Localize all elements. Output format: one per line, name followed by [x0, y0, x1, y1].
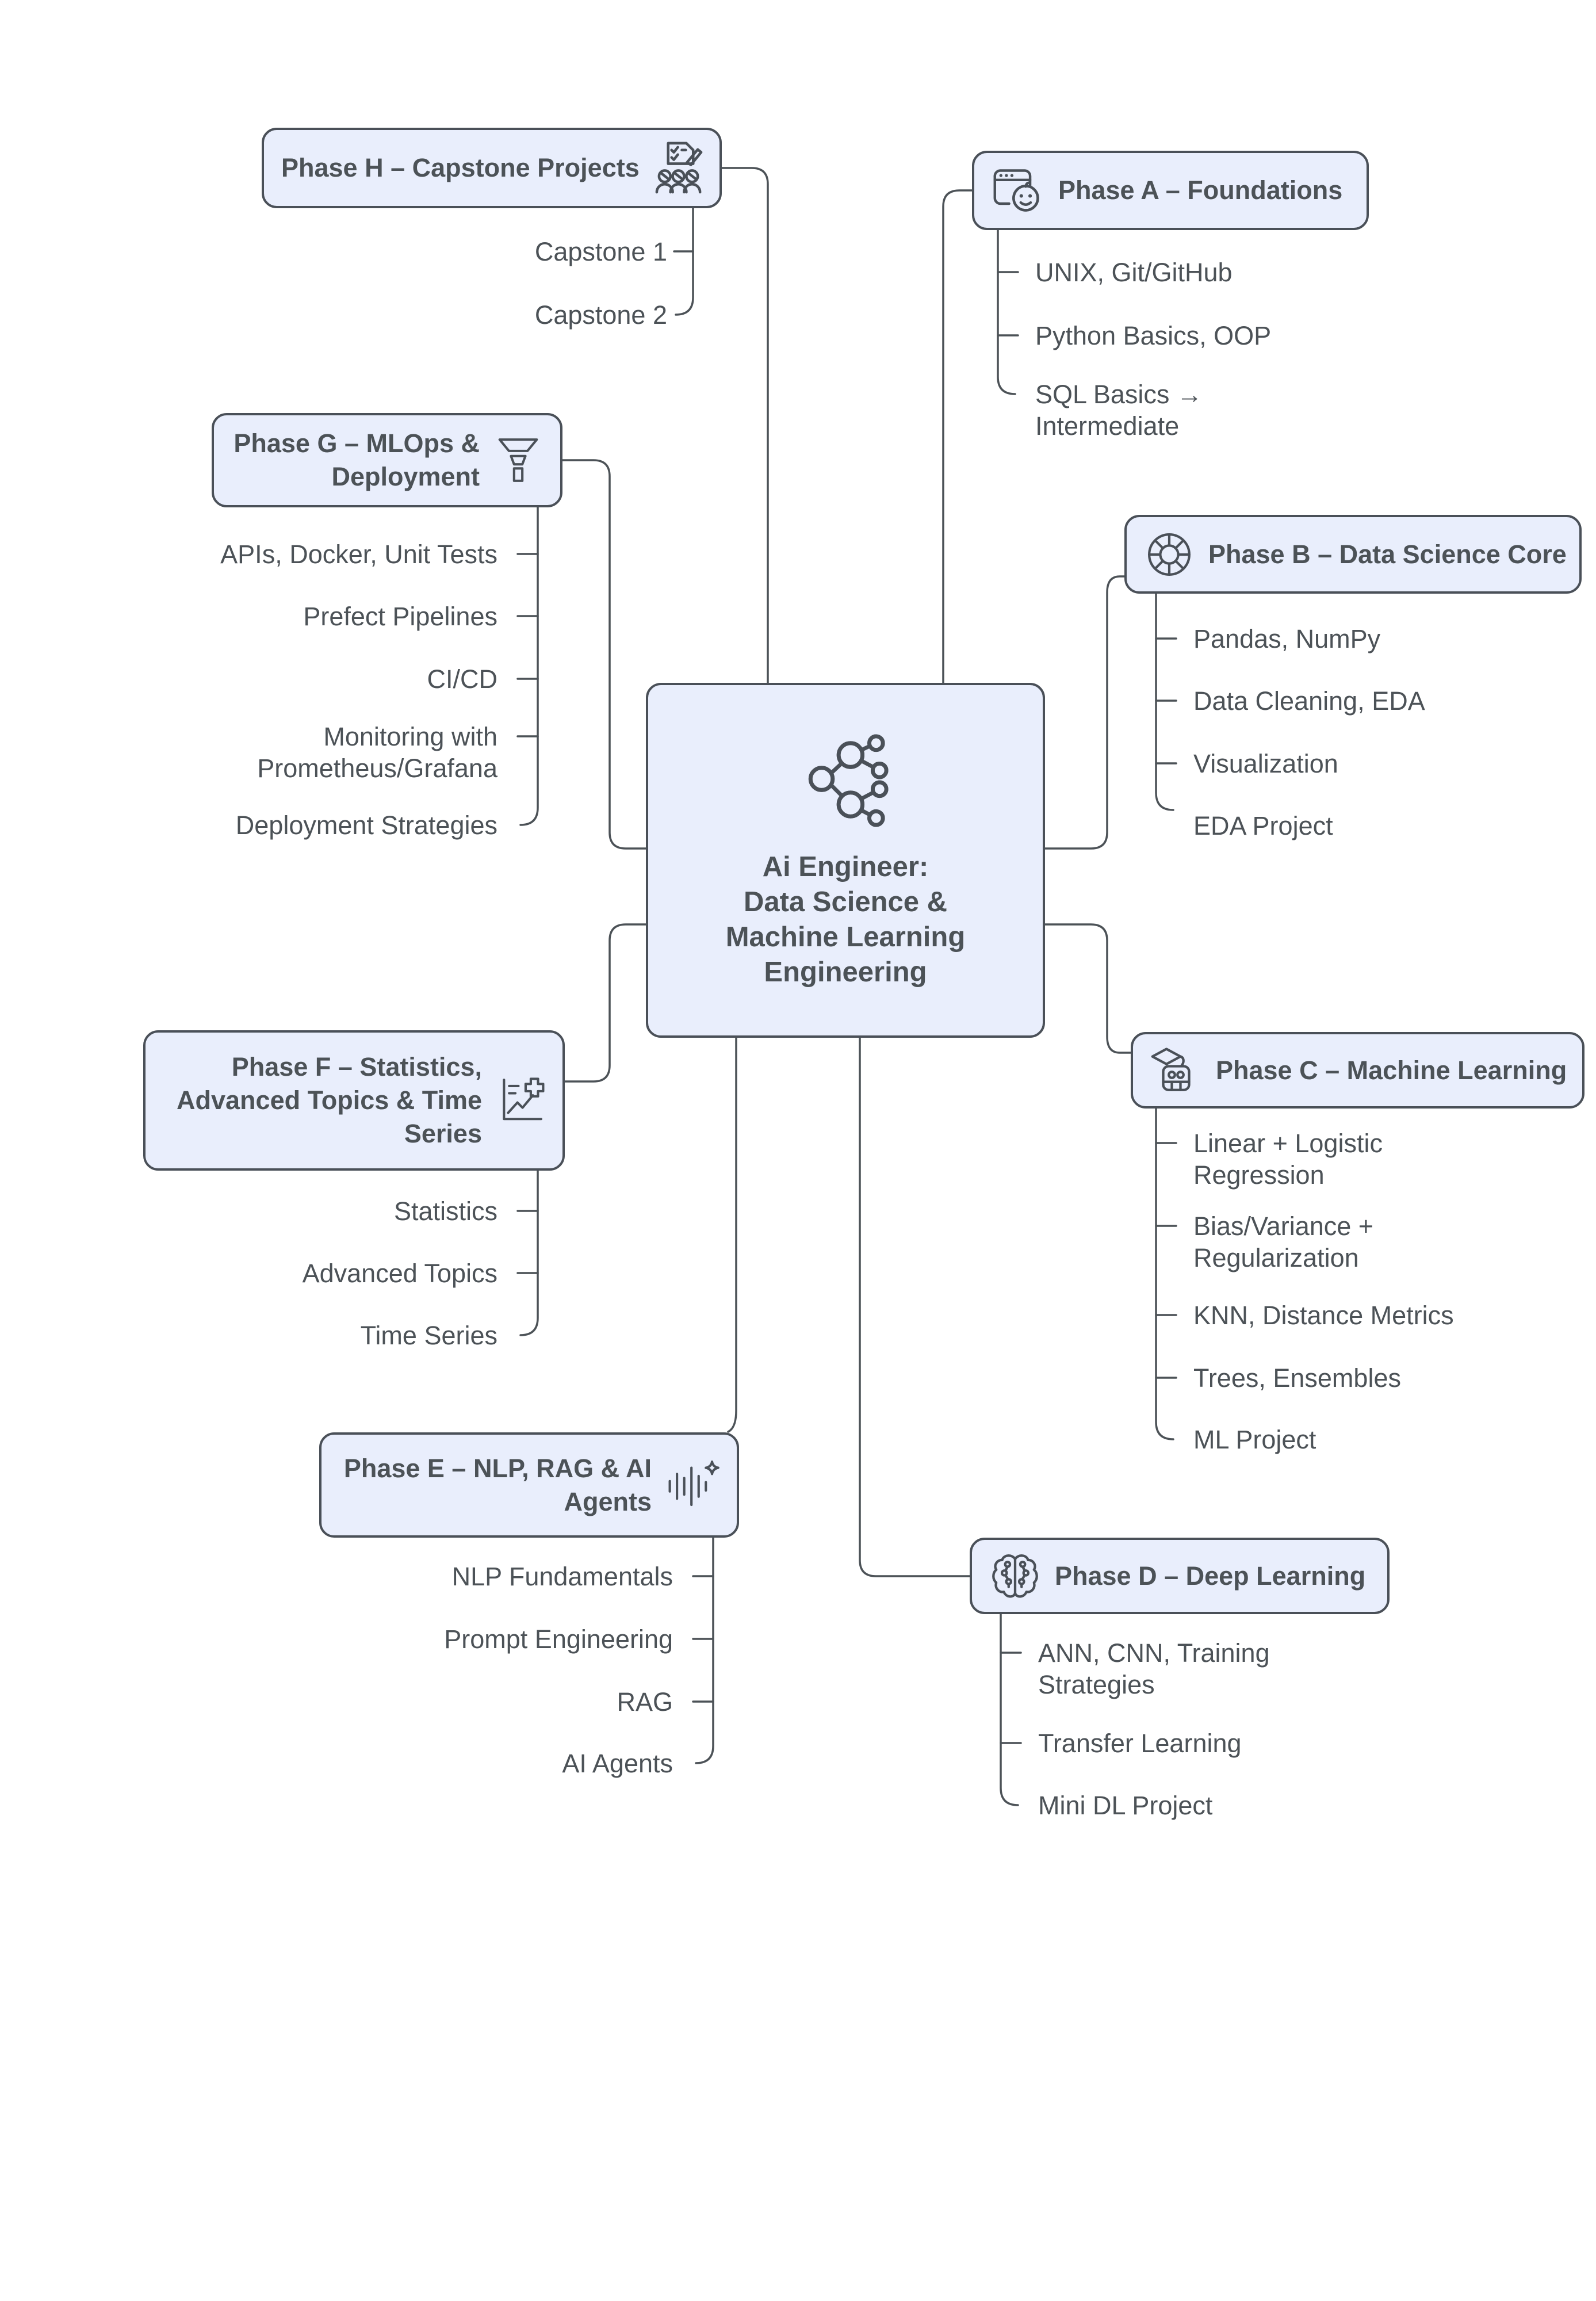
phase-b-item-0[interactable]: Pandas, NumPy [1193, 624, 1381, 653]
phase-b-item-3[interactable]: EDA Project [1193, 811, 1333, 840]
phase-b-title: Phase B – Data Science Core [1208, 539, 1567, 569]
connector-g-central [562, 460, 646, 848]
funnel-icon [493, 435, 543, 485]
central-title: Ai Engineer: Data Science & Machine Learning Engineering [725, 851, 966, 988]
pie-wheel-icon [1144, 529, 1195, 580]
waveform-sparkle-icon [665, 1461, 719, 1510]
connector-c-central [1045, 924, 1131, 1053]
spine-d [1001, 1614, 1018, 1805]
phase-a-item-0[interactable]: UNIX, Git/GitHub [1035, 258, 1233, 287]
phase-c-title: Phase C – Machine Learning [1216, 1055, 1567, 1085]
phase-a-item-1[interactable]: Python Basics, OOP [1035, 321, 1272, 350]
network-graph-icon [799, 731, 891, 830]
connector-f-central [565, 924, 646, 1081]
phase-c-item-1[interactable]: Bias/Variance + Regularization [1193, 1211, 1374, 1272]
checklist-people-icon [653, 141, 708, 196]
phase-g-item-0[interactable]: APIs, Docker, Unit Tests [220, 540, 497, 569]
phase-f-item-1[interactable]: Advanced Topics [302, 1259, 497, 1288]
spine-e [696, 1538, 713, 1763]
phase-e-item-3[interactable]: AI Agents [562, 1749, 673, 1778]
phase-a-title: Phase A – Foundations [1058, 175, 1343, 205]
spine-g [520, 507, 538, 825]
phase-h-node[interactable] [262, 128, 722, 208]
phase-b-item-2[interactable]: Visualization [1193, 749, 1338, 778]
phase-d-title: Phase D – Deep Learning [1055, 1561, 1366, 1591]
connector-b-central [1045, 576, 1124, 848]
phase-h-item-0[interactable]: Capstone 1 [534, 237, 667, 266]
spine-b [1156, 594, 1173, 810]
connector-d-central [860, 1038, 970, 1576]
brain-icon [989, 1550, 1041, 1602]
spine-a [998, 230, 1015, 394]
connector-a-central [943, 190, 972, 683]
spine-h [676, 208, 693, 315]
phase-d-item-2[interactable]: Mini DL Project [1038, 1791, 1213, 1820]
phase-e-title: Phase E – NLP, RAG & AI Agents [343, 1453, 652, 1516]
phase-d-item-1[interactable]: Transfer Learning [1038, 1729, 1242, 1758]
spine-c [1156, 1109, 1173, 1439]
phase-a-node[interactable] [972, 151, 1369, 230]
phase-f-node[interactable] [143, 1030, 565, 1171]
phase-h-title: Phase H – Capstone Projects [281, 153, 640, 182]
phase-g-node[interactable] [212, 413, 562, 507]
connector-e-central [728, 1038, 736, 1432]
browser-smiley-icon [992, 164, 1044, 217]
phase-e-item-1[interactable]: Prompt Engineering [444, 1625, 673, 1654]
phase-g-item-2[interactable]: CI/CD [427, 664, 497, 694]
phase-a-item-2[interactable]: SQL Basics → Intermediate [1035, 380, 1203, 441]
phase-e-node[interactable] [319, 1432, 739, 1538]
connector-h-central [722, 168, 768, 683]
phase-f-item-2[interactable]: Time Series [360, 1321, 497, 1350]
phase-d-item-0[interactable]: ANN, CNN, Training Strategies [1038, 1638, 1270, 1699]
robot-gradcap-icon [1150, 1045, 1202, 1096]
phase-f-title: Phase F – Statistics, Advanced Topics & Time Series [177, 1052, 482, 1148]
phase-c-item-4[interactable]: ML Project [1193, 1425, 1316, 1454]
spine-f [520, 1171, 538, 1335]
phase-g-item-3[interactable]: Monitoring with Prometheus/Grafana [257, 722, 497, 783]
phase-g-title: Phase G – MLOps & Deployment [234, 429, 480, 491]
phase-c-node[interactable] [1131, 1032, 1584, 1109]
phase-f-item-0[interactable]: Statistics [393, 1197, 497, 1226]
phase-g-item-4[interactable]: Deployment Strategies [235, 811, 497, 840]
phase-e-item-2[interactable]: RAG [617, 1687, 673, 1717]
phase-d-node[interactable] [970, 1538, 1390, 1614]
central-node[interactable] [646, 683, 1045, 1038]
phase-b-node[interactable] [1124, 515, 1582, 594]
phase-e-item-0[interactable]: NLP Fundamentals [451, 1562, 673, 1591]
phase-b-item-1[interactable]: Data Cleaning, EDA [1193, 686, 1425, 716]
phase-g-item-1[interactable]: Prefect Pipelines [303, 602, 497, 631]
phase-c-item-3[interactable]: Trees, Ensembles [1193, 1363, 1401, 1393]
phase-h-item-1[interactable]: Capstone 2 [534, 300, 667, 330]
stats-plus-icon [496, 1076, 545, 1125]
phase-c-item-0[interactable]: Linear + Logistic Regression [1193, 1129, 1383, 1190]
phase-c-item-2[interactable]: KNN, Distance Metrics [1193, 1301, 1454, 1330]
